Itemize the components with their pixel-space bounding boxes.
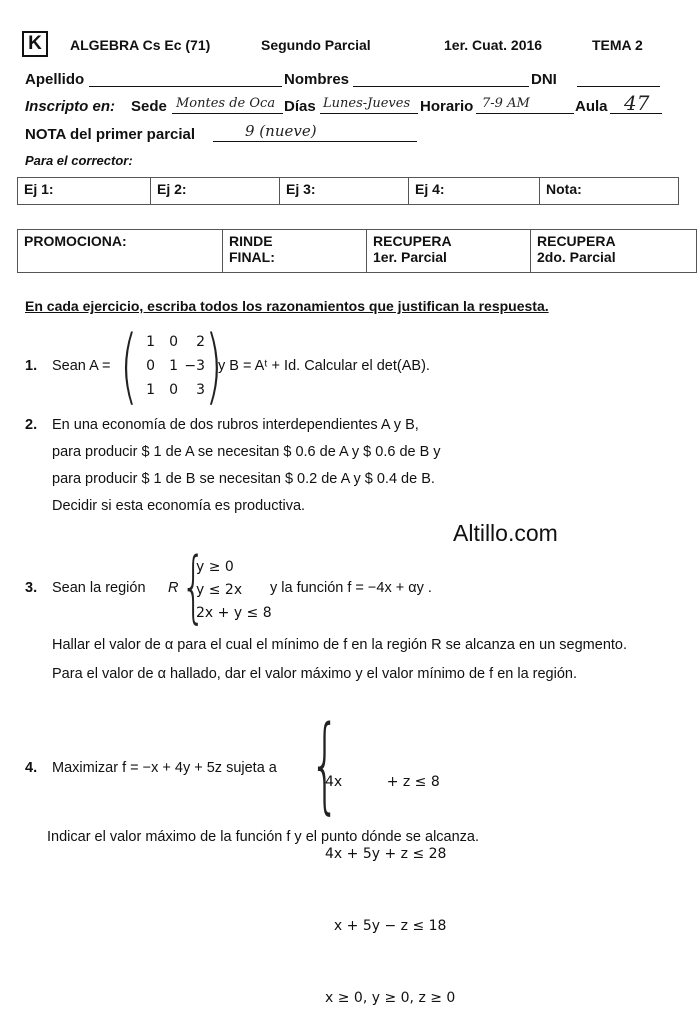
ex3-system: y ≥ 0 y ≤ 2x 2x + y ≤ 8 (196, 559, 272, 621)
recupera-2-cell[interactable]: RECUPERA 2do. Parcial (531, 230, 697, 273)
grade-cell-nota[interactable]: Nota: (540, 178, 679, 205)
constraints-brace: { (310, 703, 340, 825)
matrix-left-paren: ( (120, 319, 138, 414)
grade-table (17, 177, 679, 205)
horario-handwritten: 7-9 AM (482, 96, 530, 111)
ex2-line: para producir $ 1 de B se necesitan $ 0.2 de A y $ 0.4 de B. (52, 471, 435, 487)
grade-cell-ej1[interactable]: Ej 1: (18, 178, 151, 205)
nota-primer-field[interactable] (213, 141, 417, 142)
ex1-number: 1. (25, 358, 38, 374)
ex3-number: 3. (25, 580, 38, 596)
ex2-line: En una economía de dos rubros interdependientes A y B, (52, 417, 419, 433)
apellido-label: Apellido (25, 71, 85, 88)
ex4-line1: Indicar el valor máximo de la función f y el punto dónde se alcanza. (47, 829, 480, 845)
nombres-label: Nombres (284, 71, 350, 88)
exam-title: Segundo Parcial (261, 37, 371, 53)
ex3-line2: Para el valor de α hallado, dar el valor máximo y el valor mínimo de f en la región. (52, 666, 577, 682)
term-label: 1er. Cuat. 2016 (444, 37, 543, 53)
dni-label: DNI (531, 71, 557, 88)
ex4-constraints: 4x + z ≤ 8 4x + 5y + z ≤ 28 x + 5y − z ≤ 18 x ≥ 0, y ≥ 0, z ≥ 0 (325, 774, 456, 1006)
ex2-number: 2. (25, 417, 38, 433)
dni-field[interactable] (577, 86, 660, 87)
ex3-region-symbol: R (168, 580, 179, 596)
course-title: ALGEBRA Cs Ec (71) (70, 37, 211, 53)
ex1-text-b: y B = Aᵗ + Id. Calcular el det(AB). (218, 358, 430, 374)
aula-label: Aula (575, 98, 608, 115)
system-brace: { (181, 542, 206, 632)
aula-handwritten: 47 (624, 91, 650, 115)
sede-handwritten: Montes de Oca (176, 96, 276, 111)
ex1-matrix: 1 0 2 0 1 −3 1 0 3 (146, 334, 205, 398)
dias-label: Días (284, 98, 316, 115)
status-table (17, 229, 697, 273)
sede-label: Sede (131, 98, 167, 115)
ex4-number: 4. (25, 760, 38, 776)
nota-handwritten: 9 (nueve) (245, 122, 317, 140)
corrector-label: Para el corrector: (25, 153, 133, 168)
dias-field[interactable] (320, 113, 418, 114)
grade-cell-ej3[interactable]: Ej 3: (280, 178, 409, 205)
matrix-right-paren: ) (205, 319, 223, 414)
recupera-1-cell[interactable]: RECUPERA 1er. Parcial (367, 230, 531, 273)
ex2-line: para producir $ 1 de A se necesitan $ 0.6 de A y $ 0.6 de B y (52, 444, 441, 460)
sede-field[interactable] (172, 113, 283, 114)
ex3-text-a: Sean la región (52, 580, 146, 596)
nota-primer-label: NOTA del primer parcial (25, 126, 196, 143)
tema-label: TEMA 2 (592, 37, 643, 53)
nombres-field[interactable] (353, 86, 529, 87)
dias-handwritten: Lunes-Jueves (323, 96, 411, 111)
grade-cell-ej4[interactable]: Ej 4: (409, 178, 540, 205)
rinde-final-cell[interactable]: RINDE FINAL: (223, 230, 367, 273)
promociona-cell[interactable]: PROMOCIONA: (18, 230, 223, 273)
ex1-text-a: Sean A = (52, 358, 111, 374)
tema-letter-box: K (22, 31, 48, 57)
ex4-text-a: Maximizar f = −x + 4y + 5z sujeta a (52, 760, 277, 776)
horario-field[interactable] (476, 113, 574, 114)
instruction-text: En cada ejercicio, escriba todos los razonamientos que justifican la respuesta. (25, 298, 549, 314)
ex3-text-b: y la función f = −4x + αy . (270, 580, 432, 596)
horario-label: Horario (420, 98, 474, 115)
ex2-line: Decidir si esta economía es productiva. (52, 498, 306, 514)
apellido-field[interactable] (89, 86, 282, 87)
ex3-line1: Hallar el valor de α para el cual el mínimo de f en la región R se alcanza en un segmento. (52, 637, 628, 653)
watermark-text: Altillo.com (453, 520, 558, 546)
grade-cell-ej2[interactable]: Ej 2: (151, 178, 280, 205)
inscripto-label: Inscripto en: (25, 98, 116, 115)
